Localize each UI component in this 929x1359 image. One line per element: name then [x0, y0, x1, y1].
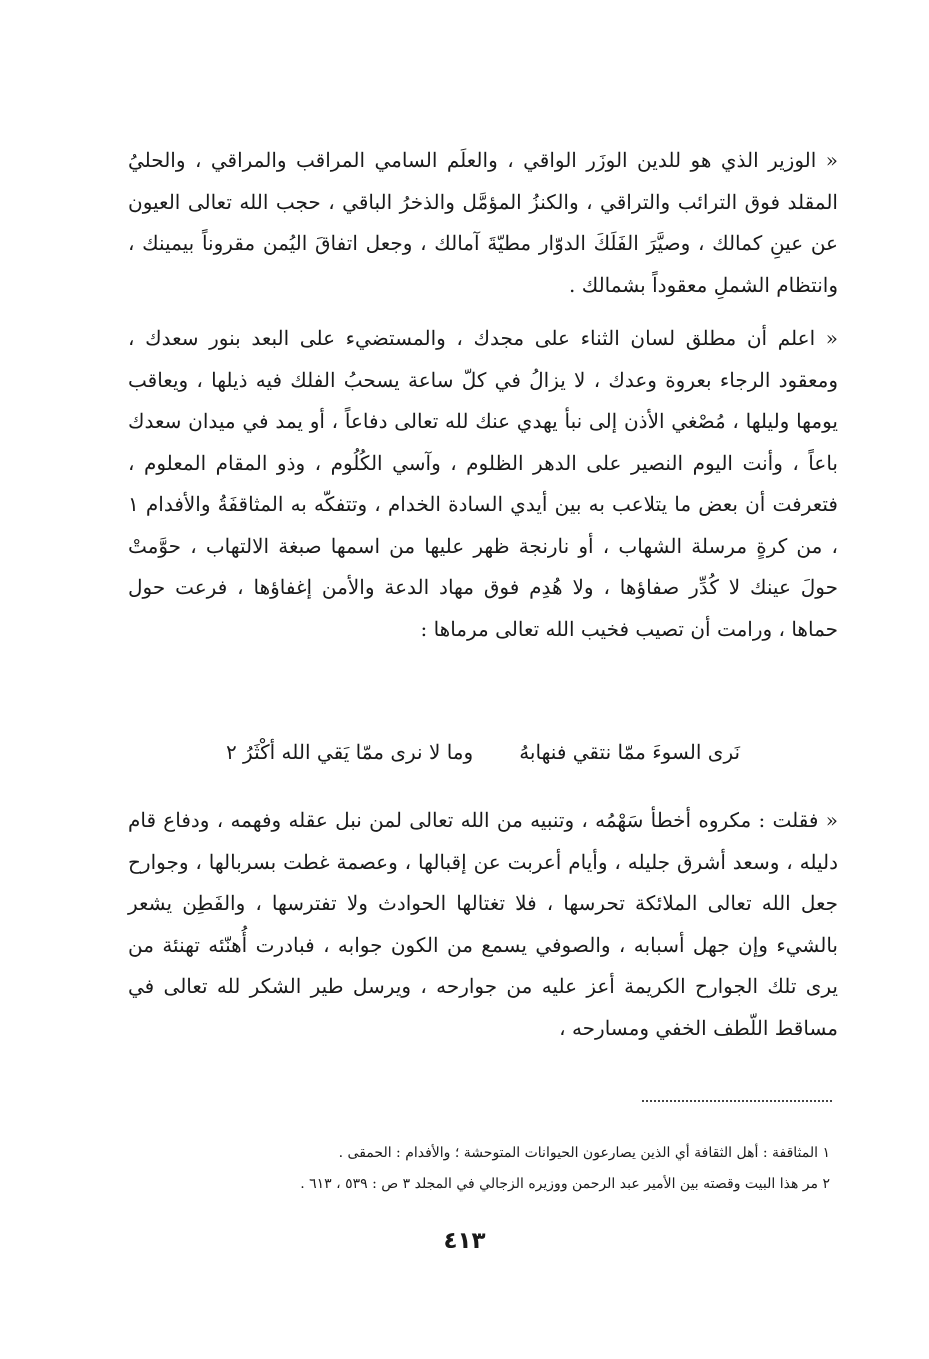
footnote-2: ٢ مر هذا البيت وقصته بين الأمير عبد الرحمن ووزيره الزجالي في المجلد ٣ ص : ٥٣٩ ، ٦١٣ .	[300, 1176, 830, 1192]
paragraph-2: « اعلم أن مطلق لسان الثناء على مجدك ، والمستضيء على البعد بنور سعدك ، ومعقود الرجاء بعروة وعدك ، لا يزالُ في كلّ ساعة يسحبُ الفلك فيه ذيلها ، ويعاقب يومها وليلها ، مُصْغي الأذن إلى نبأ يهدي عنك لله تعالى دفاعاً ، أو يمد في ميدان سعدك باعاً ، وأنت اليوم النصير على الدهر الظلوم ، وآسي الكُلُوم ، وذو المقام المعلوم ، فتعرفت أن بعض ما يتلاعب به بين أيدي السادة الخدام ، وتتفكّه به المثاقفَةُ والأفدام ١ ، من كرةٍ مرسلة الشهاب ، أو نارنجة ظهر عليها من اسمها صبغة الالتهاب ، حوَّمتْ حولَ عينك لا كُدِّر صفاؤها ، ولا هُدِم فوق مهاد الدعة والأمن إغفاؤها ، فرعت حول حماها ، ورامت أن تصيب فخيب الله تعالى مرماها :	[128, 326, 838, 641]
poetry-verse	[128, 732, 838, 772]
paragraph-1-block	[128, 140, 838, 306]
verse-first-hemistich: نَرى السوءَ ممّا نتقي فنهابهُ	[519, 740, 741, 764]
paragraph-1: « الوزير الذي هو للدين الوزَر الواقي ، والعلَم السامي المراقب والمراقي ، والحليُ المقلد فوق الترائب والتراقي ، والكنزُ المؤمَّل والذخرُ الباقي ، حجب الله تعالى العيون عن عينِ كمالك ، وصيَّرَ الفَلَكَ الدوّار مطيّةَ آمالك ، وجعل اتفاقَ اليُمن مقروناً بيمينك ، وانتظام الشملِ معقوداً بشمالك .	[128, 148, 838, 297]
paragraph-3: « فقلت : مكروه أخطأ سَهْمُه ، وتنبيه من الله تعالى لمن نبل عقله وفهمه ، ودفاع قام دليله ، وسعد أشرق جليله ، وأيام أعربت عن إقبالها ، وعصمة غطت بسربالها ، وجوارح جعل الله تعالى الملائكة تحرسها ، فلا تغتالها الحوادث ولا تفترسها ، والفَطِن يشعر بالشيء وإن جهل أسبابه ، والصوفي يسمع من الكون جوابه ، فبادرت أُهنّئه تهنئة من يرى تلك الجوارح الكريمة أعز عليه من جوارحه ، ويرسل طير الشكر لله تعالى في مساقط اللّطف الخفي ومسارحه ،	[128, 808, 838, 1040]
footnote-1: ١ المثاقفة : أهل الثقافة أي الذين يصارعون الحيوانات المتوحشة ؛ والأفدام : الحمقى .	[338, 1145, 830, 1161]
page-number: ٤١٣	[443, 1228, 486, 1254]
footnotes	[140, 1138, 830, 1200]
footnote-divider	[642, 1100, 832, 1102]
paragraph-2-block	[128, 318, 838, 650]
paragraph-3-block	[128, 800, 838, 1049]
verse-second-hemistich: وما لا نرى ممّا يَقي الله أكْثَرُ ٢	[225, 740, 474, 764]
